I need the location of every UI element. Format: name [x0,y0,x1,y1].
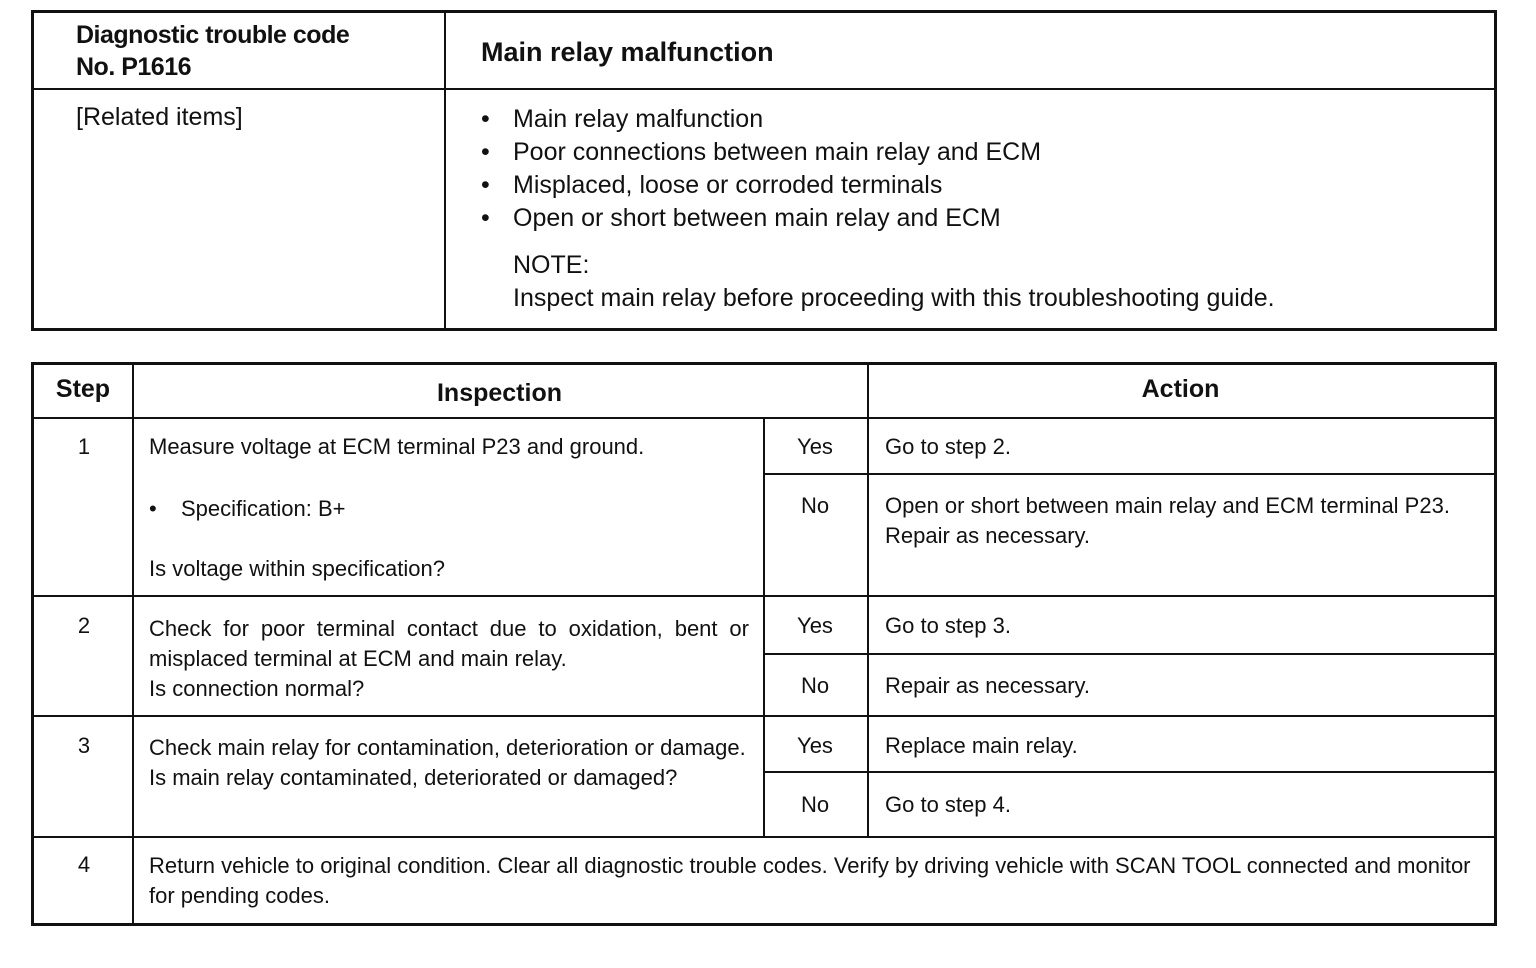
related-item: • Open or short between main relay and ECM [481,202,1041,235]
step1-specification: • Specification: B+ [149,494,749,524]
step1-question: Is voltage within specification? [149,556,445,581]
step3-no-label: No [800,792,830,817]
step1-yes-action: Go to step 2. [885,434,1011,459]
dtc-code-label-line1: Diagnostic trouble code [76,21,350,49]
step-number: 4 [77,852,91,877]
step3-inspection [149,733,749,793]
related-items-label: [Related items] [76,103,243,131]
step3-inspection-text: Check main relay for contamination, deterioration or damage. [149,735,746,760]
dtc-code-number: No. P1616 [76,53,192,81]
step-column-divider [132,365,134,923]
step-number: 1 [77,434,91,459]
related-item: • Misplaced, loose or corroded terminals [481,169,1041,202]
step3-yes-label: Yes [797,733,833,758]
step4-final-instructions: Return vehicle to original condition. Clear all diagnostic trouble codes. Verify by driving vehicle with SCAN TOOL connected and monitor for pending codes. [149,853,1471,908]
step2-no-action: Repair as necessary. [885,673,1091,698]
related-items-list [481,103,1041,235]
step2-yes-no-divider [765,653,1494,655]
step2-question: Is connection normal? [149,676,365,701]
step2-inspection [149,614,749,704]
step1-no-label: No [800,493,830,518]
note-text: Inspect main relay before proceeding with this troubleshooting guide. [513,284,1275,312]
step1-no-action-line1: Open or short between main relay and ECM terminal P23. [885,493,1450,518]
step3-yes-no-divider [765,771,1494,773]
action-header: Action [1141,375,1220,403]
step2-yes-action: Go to step 3. [885,613,1011,638]
related-item: • Poor connections between main relay and ECM [481,136,1041,169]
step3-question: Is main relay contaminated, deteriorated or damaged? [149,765,678,790]
related-item: • Main relay malfunction [481,103,1041,136]
step1-no-action-line2: Repair as necessary. [885,523,1091,548]
dtc-info-table [31,10,1497,331]
step-number: 3 [77,733,91,758]
step2-yes-label: Yes [797,613,833,638]
note-label: NOTE: [513,251,590,279]
step3-yes-action: Replace main relay. [885,733,1078,758]
step3-no-action: Go to step 4. [885,792,1011,817]
step1-yes-label: Yes [797,434,833,459]
step1-yes-no-divider [765,473,1494,475]
step2-inspection-text: Check for poor terminal contact due to oxidation, bent or misplaced terminal at ECM and main relay. [149,616,749,671]
step-number: 2 [77,613,91,638]
troubleshooting-steps-table [31,362,1497,926]
step2-no-label: No [800,673,830,698]
dtc-title: Main relay malfunction [481,37,774,67]
action-column-divider [867,365,869,836]
inspection-header: Inspection [436,379,562,407]
step1-no-action [885,491,1480,551]
note-block [513,249,1275,315]
dtc-code-label [76,19,349,83]
step-header: Step [55,375,111,403]
dtc-column-divider [444,13,446,328]
step3-bottom-divider [34,836,1494,838]
step1-inspection: Measure voltage at ECM terminal P23 and ground. [149,434,645,459]
